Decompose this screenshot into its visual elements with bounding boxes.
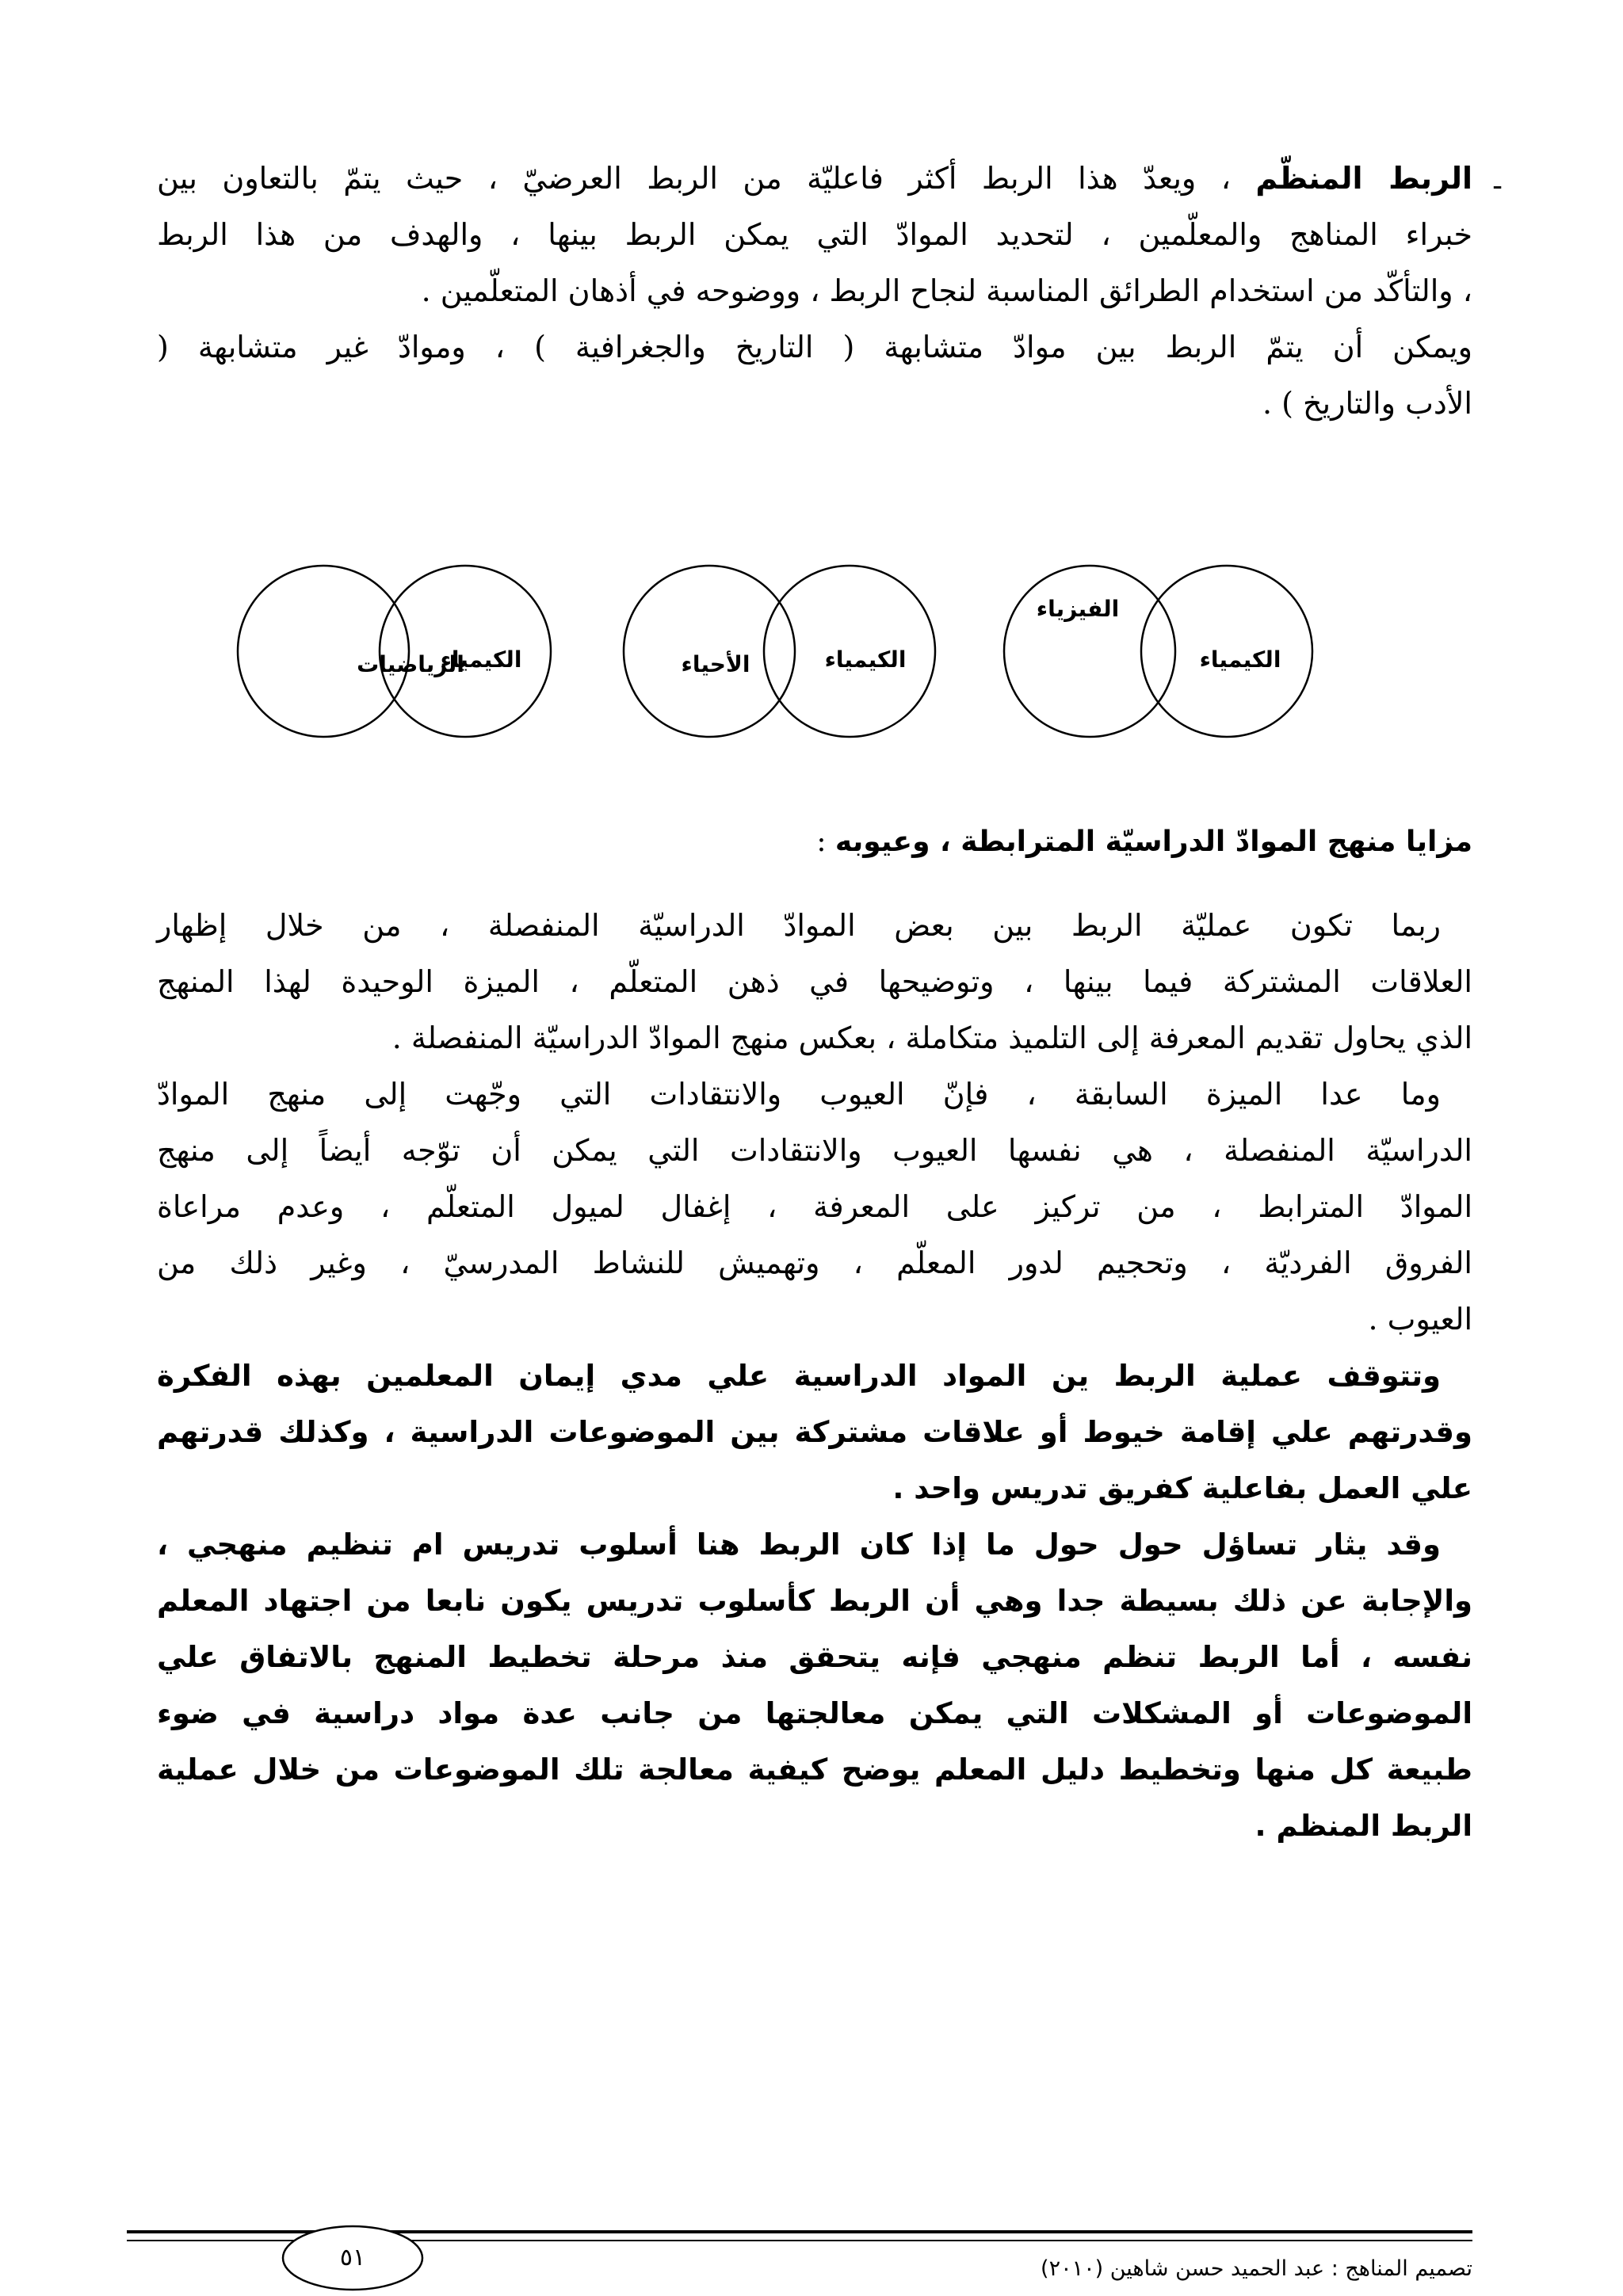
advantages-paragraph [157, 898, 1472, 1066]
para4-line-6: الربط المنظم . [1254, 1809, 1472, 1843]
para2-line-4: الفروق الفرديّة ، وتحجيم لدور المعلّم ، وتهميش للنشاط المدرسيّ ، وغير ذلك من [157, 1245, 1472, 1280]
para2-line-3: الموادّ المترابط ، من تركيز على المعرفة ، إغفال لميول المتعلّم ، وعدم مراعاة [157, 1189, 1472, 1224]
label-chemistry-3: الكيمياء [1199, 646, 1281, 673]
footer-citation: تصميم المناهج : عبد الحميد حسن شاهين (٢٠١٠) [1041, 2256, 1472, 2281]
venn-pair-chemistry-math [238, 566, 551, 737]
page-number: ٥١ [339, 2244, 366, 2271]
para1-line-2: العلاقات المشتركة فيما بينها ، وتوضيحها في ذهن المتعلّم ، الميزة الوحيدة لهذا المنهج [157, 964, 1472, 999]
para4-line-3: نفسه ، أما الربط تنظم منهجي فإنه يتحقق منذ مرحلة تخطيط المنهج بالاتفاق علي [157, 1640, 1472, 1674]
para4-line-1: وقد يثار تساؤل حول حول ما إذا كان الربط هنا أسلوب تدريس ام تنظيم منهجي ، [157, 1527, 1441, 1562]
intro-line-3: ، والتأكّد من استخدام الطرائق المناسبة لنجاح الربط ، ووضوحه في أذهان المتعلّمين . [421, 273, 1472, 308]
label-mathematics: الرياضيات [357, 651, 464, 677]
intro-line-2: خبراء المناهج والمعلّمين ، لتحديد الموادّ التي يمكن الربط بينها ، والهدف من هذا الربط [157, 217, 1472, 252]
label-chemistry-2: الكيمياء [824, 646, 907, 673]
para2-line-5: العيوب . [1368, 1302, 1472, 1337]
para2-line-1: وما عدا الميزة السابقة ، فإنّ العيوب والانتقادات التي وجّهت إلى منهج الموادّ [157, 1077, 1441, 1112]
label-biology: الأحياء [681, 651, 750, 677]
venn-pair-chemistry-physics [1004, 566, 1312, 737]
disadvantages-paragraph [157, 1066, 1472, 1348]
para4-line-2: والإجابة عن ذلك بسيطة جدا وهي أن الربط كأسلوب تدريس يكون نابعا من اجتهاد المعلم [157, 1584, 1472, 1618]
para3-line-3: علي العمل بفاعلية كفريق تدريس واحد . [892, 1471, 1472, 1505]
label-chemistry-1: الكيمياء [440, 646, 522, 673]
list-dash: - [1492, 168, 1503, 203]
question-paragraph [157, 1516, 1472, 1854]
para4-line-4: الموضوعات أو المشكلات التي يمكن معالجتها من جانب عدة مواد دراسية في ضوء [157, 1696, 1472, 1730]
intro-keyword: الربط المنظّم [1255, 161, 1472, 196]
para2-line-2: الدراسيّة المنفصلة ، هي نفسها العيوب والانتقادات التي يمكن أن توّجه أيضاً إلى منهج [157, 1133, 1472, 1168]
section-heading: مزايا منهج الموادّ الدراسيّة المترابطة ، وعيوبه : [816, 826, 1472, 858]
intro-line-5: الأدب والتاريخ ) . [1262, 386, 1472, 421]
para1-line-1: ربما تكون عمليّة الربط بين بعض الموادّ الدراسيّة المنفصلة ، من خلال إظهار [157, 908, 1441, 943]
venn-pair-chemistry-biology [624, 566, 935, 737]
intro-line-1: الربط المنظّم ، ويعدّ هذا الربط أكثر فاعليّة من الربط العرضيّ ، حيث يتمّ بالتعاون بين [157, 161, 1472, 196]
label-physics: الفيزياء [1036, 596, 1120, 622]
intro-line-4: ويمكن أن يتمّ الربط بين موادّ متشابهة ( التاريخ والجغرافية ) ، وموادّ غير متشابهة ( [157, 330, 1472, 364]
para3-line-2: وقدرتهم علي إقامة خيوط أو علاقات مشتركة بين الموضوعات الدراسية ، وكذلك قدرتهم [157, 1415, 1472, 1449]
para4-line-5: طبيعة كل منها وتخطيط دليل المعلم يوضح كيفية معالجة تلك الموضوعات من خلال عملية [157, 1753, 1472, 1787]
teachers-belief-paragraph [157, 1348, 1472, 1516]
para3-line-1: وتتوقف عملية الربط ين المواد الدراسية علي مدي إيمان المعلمين بهذه الفكرة [157, 1359, 1441, 1393]
para1-line-3: الذي يحاول تقديم المعرفة إلى التلميذ متكاملة ، بعكس منهج الموادّ الدراسيّة المنفصلة . [391, 1020, 1472, 1055]
